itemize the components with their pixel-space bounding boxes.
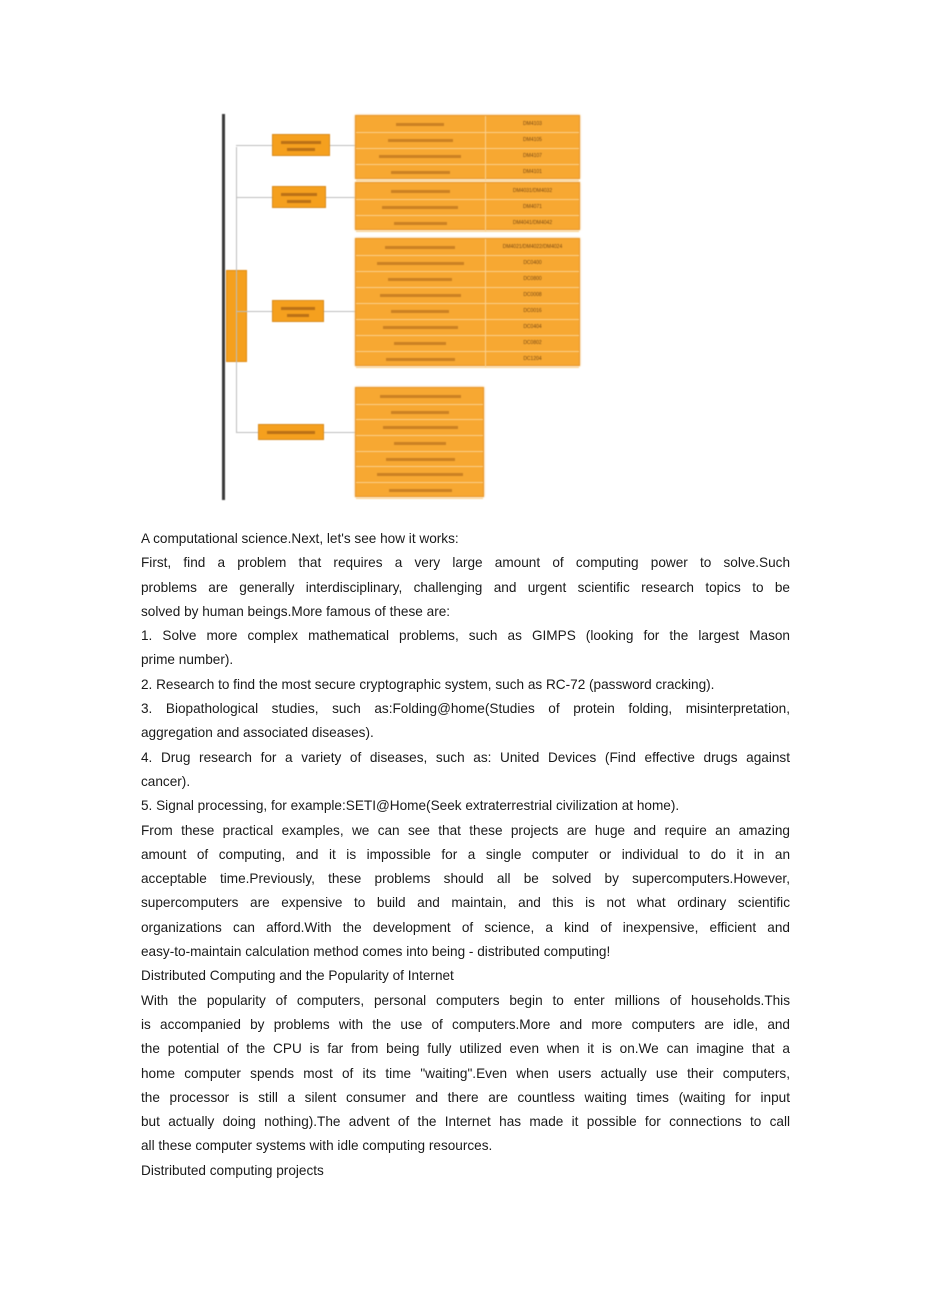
paragraph bbox=[141, 964, 790, 988]
module-name-blurred bbox=[394, 222, 447, 225]
module-name-blurred bbox=[386, 358, 455, 361]
module-table bbox=[355, 387, 484, 497]
text-line: amount of computing, and it is impossible for a single computer or individual to do it in an bbox=[141, 846, 790, 862]
paragraph bbox=[141, 551, 790, 624]
text-line: all these computer systems with idle computing resources. bbox=[141, 1138, 493, 1154]
module-row bbox=[356, 435, 483, 452]
module-code: DC0016 bbox=[485, 303, 579, 319]
module-code: DC0800 bbox=[485, 271, 579, 287]
text-line: 1. Solve more complex mathematical problems, such as GIMPS (looking for the largest Mason bbox=[141, 628, 790, 644]
text-line: but actually doing nothing).The advent of the Internet has made it possible for connections to call bbox=[141, 1114, 790, 1130]
text-line: With the popularity of computers, personal computers begin to enter millions of households.This bbox=[141, 992, 790, 1008]
module-row bbox=[356, 451, 483, 468]
text-line: home computer spends most of its time "waiting".Even when users actually use their computers, bbox=[141, 1065, 790, 1081]
text-line: Distributed computing projects bbox=[141, 1162, 324, 1178]
text-line: problems are generally interdisciplinary, challenging and urgent scientific research topics to be bbox=[141, 579, 790, 595]
text-line: organizations can afford.With the development of science, a kind of inexpensive, efficient and bbox=[141, 919, 790, 935]
connector-line bbox=[326, 197, 355, 198]
text-line: easy-to-maintain calculation method comes into being - distributed computing! bbox=[141, 944, 611, 960]
module-code: DM4071 bbox=[485, 199, 579, 215]
module-name-blurred bbox=[377, 262, 464, 265]
diagram-trunk-line bbox=[236, 147, 237, 433]
group-node bbox=[258, 424, 324, 440]
module-row bbox=[356, 116, 579, 133]
module-name-blurred bbox=[389, 489, 452, 492]
paragraph bbox=[141, 673, 790, 697]
text-line: the processor is still a silent consumer and there are countless waiting times (waiting for input bbox=[141, 1089, 790, 1105]
module-code: DM4107 bbox=[485, 148, 579, 164]
branch-line bbox=[236, 197, 272, 198]
text-line: 3. Biopathological studies, such as:Folding@home(Studies of protein folding, misinterpretation, bbox=[141, 701, 790, 717]
module-row bbox=[356, 215, 579, 232]
module-row bbox=[356, 199, 579, 216]
module-code: DM4021/DM4022/DM4024 bbox=[485, 239, 579, 255]
module-name-blurred bbox=[379, 155, 461, 158]
module-code: DC0400 bbox=[485, 255, 579, 271]
module-name-blurred bbox=[388, 139, 453, 142]
text-line: First, find a problem that requires a very large amount of computing power to solve.Such bbox=[141, 555, 790, 571]
module-name-blurred bbox=[383, 426, 458, 429]
branch-line bbox=[236, 311, 272, 312]
module-row bbox=[356, 271, 579, 288]
paragraph bbox=[141, 989, 790, 1159]
text-line: acceptable time.Previously, these problems should all be solved by supercomputers.However, bbox=[141, 871, 790, 887]
module-name-blurred bbox=[377, 473, 463, 476]
module-row bbox=[356, 164, 579, 181]
module-code: DC0008 bbox=[485, 287, 579, 303]
text-line: A computational science.Next, let's see how it works: bbox=[141, 531, 459, 546]
text-line: 5. Signal processing, for example:SETI@Home(Seek extraterrestrial civilization at home). bbox=[141, 798, 680, 814]
group-node bbox=[272, 186, 326, 208]
branch-line bbox=[236, 432, 258, 433]
module-name-blurred bbox=[385, 246, 455, 249]
text-line: From these practical examples, we can see that these projects are huge and require an amazing bbox=[141, 822, 790, 838]
paragraph bbox=[141, 697, 790, 746]
module-name-blurred bbox=[391, 310, 449, 313]
module-name-blurred bbox=[382, 206, 458, 209]
module-code: DC0802 bbox=[485, 335, 579, 351]
module-row bbox=[356, 148, 579, 165]
text-line: the potential of the CPU is far from being fully utilized even when it is on.We can imagine that a bbox=[141, 1041, 790, 1057]
module-code: DM4101 bbox=[485, 164, 579, 180]
text-line: cancer). bbox=[141, 773, 191, 789]
text-line: 2. Research to find the most secure cryptographic system, such as RC-72 (password cracking). bbox=[141, 676, 715, 692]
module-row bbox=[356, 419, 483, 436]
paragraph bbox=[141, 794, 790, 818]
module-code: DC1204 bbox=[485, 351, 579, 367]
module-name-blurred bbox=[396, 123, 444, 126]
text-line: 4. Drug research for a variety of diseases, such as: United Devices (Find effective drugs against bbox=[141, 749, 790, 765]
module-name-blurred bbox=[388, 278, 452, 281]
module-row bbox=[356, 404, 483, 421]
module-code: DM4041/DM4042 bbox=[485, 215, 579, 231]
module-name-blurred bbox=[380, 294, 461, 297]
module-row bbox=[356, 183, 579, 200]
module-tree-diagram bbox=[220, 112, 585, 502]
paragraph bbox=[141, 746, 790, 795]
group-node bbox=[272, 134, 330, 156]
module-code: DM4031/DM4032 bbox=[485, 183, 579, 199]
module-table bbox=[355, 238, 580, 366]
paragraph bbox=[141, 819, 790, 965]
text-line: solved by human beings.More famous of these are: bbox=[141, 603, 451, 619]
paragraph bbox=[141, 624, 790, 673]
module-row bbox=[356, 351, 579, 368]
module-row bbox=[356, 482, 483, 499]
branch-line bbox=[236, 145, 272, 146]
module-code: DM4105 bbox=[485, 132, 579, 148]
module-name-blurred bbox=[383, 326, 458, 329]
module-row bbox=[356, 239, 579, 256]
module-table bbox=[355, 115, 580, 179]
module-name-blurred bbox=[380, 395, 461, 398]
module-row bbox=[356, 287, 579, 304]
module-table bbox=[355, 182, 580, 230]
module-name-blurred bbox=[394, 342, 446, 345]
module-row bbox=[356, 335, 579, 352]
diagram-left-border bbox=[222, 114, 225, 500]
group-node bbox=[272, 300, 324, 322]
text-line: aggregation and associated diseases). bbox=[141, 725, 374, 741]
module-name-blurred bbox=[391, 411, 449, 414]
module-row bbox=[356, 467, 483, 484]
text-line: supercomputers are expensive to build and maintain, and this is not what ordinary scientific bbox=[141, 895, 790, 911]
module-row bbox=[356, 132, 579, 149]
connector-line bbox=[324, 432, 355, 433]
paragraph bbox=[141, 1159, 790, 1183]
text-line: is accompanied by problems with the use of computers.More and more computers are idle, and bbox=[141, 1016, 790, 1032]
module-row bbox=[356, 319, 579, 336]
module-name-blurred bbox=[386, 458, 455, 461]
module-row bbox=[356, 303, 579, 320]
document-body bbox=[141, 527, 790, 1183]
module-row bbox=[356, 255, 579, 272]
module-code: DC0404 bbox=[485, 319, 579, 335]
text-line: prime number). bbox=[141, 652, 234, 668]
connector-line bbox=[330, 145, 355, 146]
text-line: Distributed Computing and the Popularity of Internet bbox=[141, 968, 454, 984]
connector-line bbox=[324, 311, 355, 312]
paragraph bbox=[141, 527, 790, 551]
module-name-blurred bbox=[394, 442, 446, 445]
module-row bbox=[356, 388, 483, 405]
module-code: DM4103 bbox=[485, 116, 579, 132]
module-name-blurred bbox=[391, 171, 450, 174]
module-name-blurred bbox=[391, 190, 450, 193]
